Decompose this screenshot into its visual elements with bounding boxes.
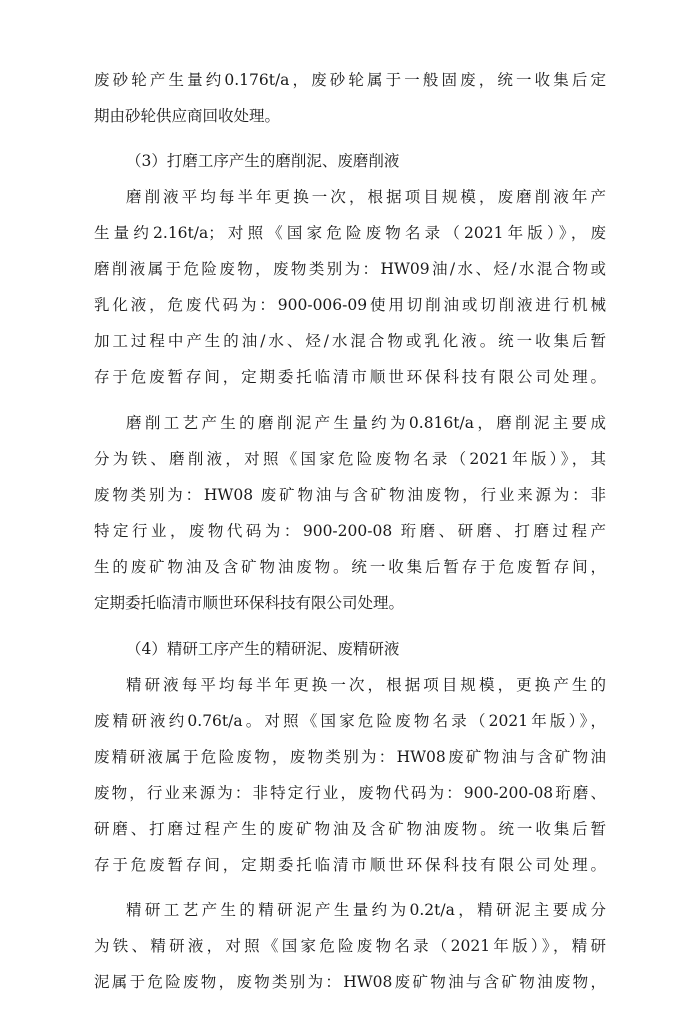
text-line: 生的废矿物油及含矿物油废物。统一收集后暂存于危废暂存间， <box>94 558 606 576</box>
text-line: 生量约2.16t/a；对照《国家危险废物名录（2021年版）》，废 <box>94 224 606 242</box>
text-line: 特定行业，废物代码为：900-200-08 珩磨、研磨、打磨过程产 <box>94 522 606 540</box>
text-line: 定期委托临清市顺世环保科技有限公司处理。 <box>94 594 405 612</box>
text-line: 废物，行业来源为：非特定行业，废物代码为：900-200-08珩磨、 <box>94 784 606 802</box>
paragraph-first-line: 磨削液平均每半年更换一次，根据项目规模，废磨削液年产 <box>126 188 606 206</box>
text-line: 废物类别为：HW08 废矿物油与含矿物油废物，行业来源为：非 <box>94 486 606 504</box>
text-line: 废精研液属于危险废物，废物类别为：HW08废矿物油与含矿物油 <box>94 748 606 766</box>
text-line: 存于危废暂存间，定期委托临清市顺世环保科技有限公司处理。 <box>94 856 606 874</box>
text-line: 泥属于危险废物，废物类别为：HW08废矿物油与含矿物油废物， <box>94 973 606 991</box>
text-line: 存于危废暂存间，定期委托临清市顺世环保科技有限公司处理。 <box>94 368 606 386</box>
text-line: 废砂轮产生量约0.176t/a，废砂轮属于一般固废，统一收集后定 <box>94 71 606 89</box>
text-line: 研磨、打磨过程产生的废矿物油及含矿物油废物。统一收集后暂 <box>94 820 606 838</box>
text-line: 乳化液，危废代码为：900-006-09使用切削油或切削液进行机械 <box>94 296 606 314</box>
paragraph-first-line: 精研工艺产生的精研泥产生量约为0.2t/a，精研泥主要成分 <box>126 901 606 919</box>
section-heading-4: （4）精研工序产生的精研泥、废精研液 <box>126 640 400 658</box>
text-line: 期由砂轮供应商回收处理。 <box>94 107 281 125</box>
text-line: 加工过程中产生的油/水、烃/水混合物或乳化液。统一收集后暂 <box>94 332 606 350</box>
section-heading-3: （3）打磨工序产生的磨削泥、废磨削液 <box>126 152 400 170</box>
text-line: 分为铁、磨削液，对照《国家危险废物名录（2021年版）》，其 <box>94 450 606 468</box>
text-line: 废精研液约0.76t/a。对照《国家危险废物名录（2021年版）》， <box>94 712 606 730</box>
paragraph-first-line: 磨削工艺产生的磨削泥产生量约为0.816t/a，磨削泥主要成 <box>126 414 606 432</box>
text-line: 磨削液属于危险废物，废物类别为：HW09油/水、烃/水混合物或 <box>94 260 606 278</box>
text-line: 为铁、精研液，对照《国家危险废物名录（2021年版）》，精研 <box>94 937 606 955</box>
paragraph-first-line: 精研液每平均每半年更换一次，根据项目规模，更换产生的 <box>126 676 606 694</box>
